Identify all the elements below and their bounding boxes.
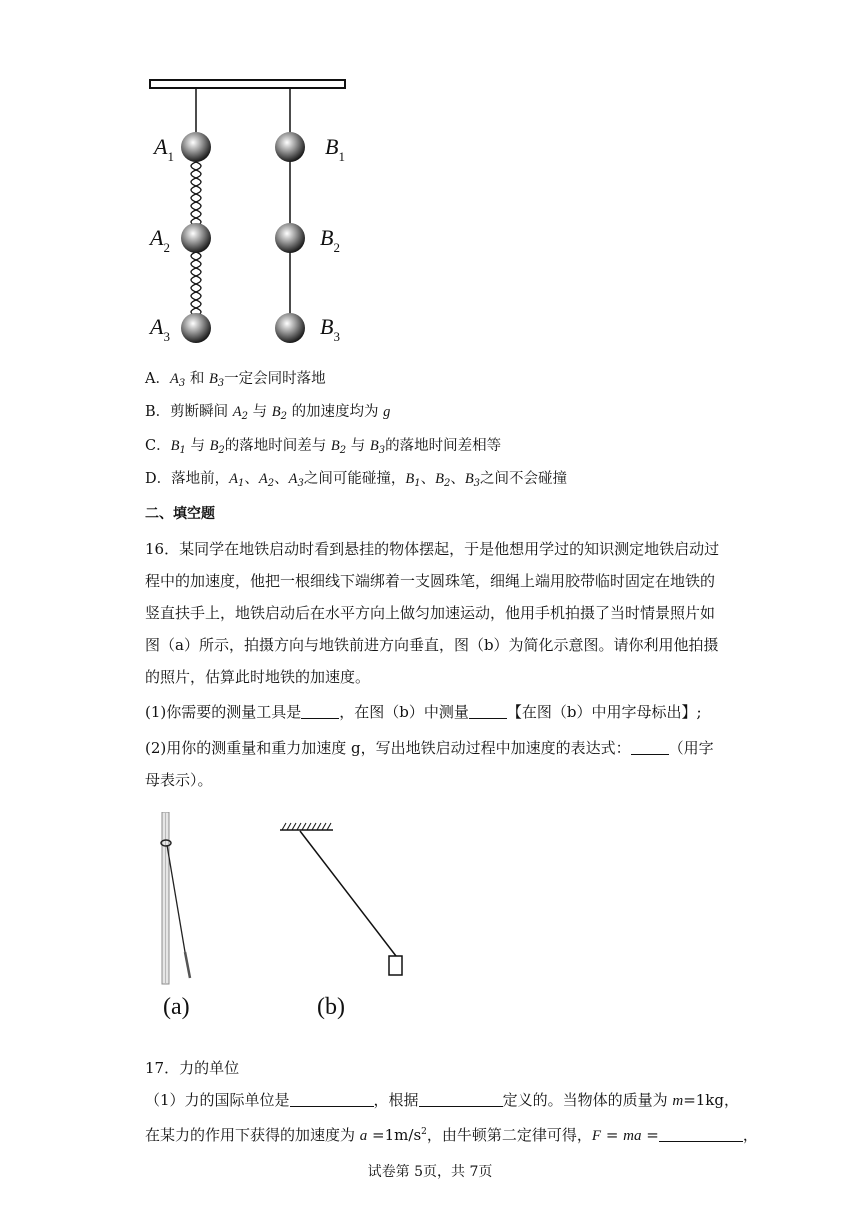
figure-a-caption: (a) xyxy=(163,994,190,1020)
ball-a1 xyxy=(181,132,211,162)
pendulum-weight xyxy=(389,956,402,975)
label-a3: $A_3$ xyxy=(150,314,170,344)
option-b: B．剪断瞬间 $A_2$ 与 $B_2$ 的加速度均为 g xyxy=(145,404,391,422)
blank-measure[interactable] xyxy=(469,704,507,719)
q16-line-4: 图（a）所示，拍摄方向与地铁前进方向垂直，图（b）为简化示意图。请你利用他拍摄 xyxy=(145,636,719,654)
blank-law[interactable] xyxy=(419,1092,503,1107)
label-b2: $B_2$ xyxy=(320,225,340,255)
option-c: C．$B_1$ 与 $B_2$的落地时间差与 $B_2$ 与 $B_3$的落地时间差相等 xyxy=(145,438,502,456)
label-a2: $A_2$ xyxy=(150,225,170,255)
blank-force[interactable] xyxy=(659,1127,743,1142)
q16-line-3: 竖直扶手上，地铁启动后在水平方向上做匀加速运动，他用手机拍摄了当时情景照片如 xyxy=(145,604,716,622)
ball-a3 xyxy=(181,313,211,343)
section-title: 二、填空题 xyxy=(145,506,215,522)
q17-title: 17．力的单位 xyxy=(145,1059,240,1077)
blank-tool[interactable] xyxy=(301,704,339,719)
figure-b-caption: (b) xyxy=(317,994,345,1020)
spring-string-figure xyxy=(140,70,360,350)
pendulum-figure-b xyxy=(275,820,415,985)
q16-part-2: (2)用你的测重量和重力加速度 g，写出地铁启动过程中加速度的表达式： （用字 xyxy=(145,739,714,757)
photo-figure-a xyxy=(150,812,210,987)
ball-b3 xyxy=(275,313,305,343)
option-d: D．落地前，$A_1$、$A_2$、$A_3$之间可能碰撞，$B_1$、$B_2$、$B_3$之间不会碰撞 xyxy=(145,471,568,489)
blank-expression[interactable] xyxy=(631,740,669,755)
q17-line-1: （1）力的国际单位是 ，根据 定义的。当物体的质量为 m=1kg， xyxy=(145,1091,739,1109)
ball-b2 xyxy=(275,223,305,253)
page-footer: 试卷第 5页，共 7页 xyxy=(367,1164,493,1180)
q16-line-1: 16．某同学在地铁启动时看到悬挂的物体摆起，于是他想用学过的知识测定地铁启动过 xyxy=(145,540,720,558)
blank-unit[interactable] xyxy=(290,1092,374,1107)
q17-line-2: 在某力的作用下获得的加速度为 $a =1m/s^2$，由牛顿第二定律可得，F = ma = ， xyxy=(145,1126,758,1144)
pen-icon xyxy=(185,952,190,978)
label-a1: $A_1$ xyxy=(154,134,174,164)
label-b1: $B_1$ xyxy=(325,134,345,164)
q16-line-5: 的照片，估算此时地铁的加速度。 xyxy=(145,668,371,686)
q16-line-2: 程中的加速度，他把一根细线下端绑着一支圆珠笔，细绳上端用胶带临时固定在地铁的 xyxy=(145,572,716,590)
q16-part-2-cont: 母表示）。 xyxy=(145,771,213,789)
ball-b1 xyxy=(275,132,305,162)
label-b3: $B_3$ xyxy=(320,314,340,344)
option-a: A．$A_3$ 和 $B_3$一定会同时落地 xyxy=(145,371,326,389)
q16-part-1: (1)你需要的测量工具是 ，在图（b）中测量 【在图（b）中用字母标出】; xyxy=(145,703,702,721)
ceiling-bar xyxy=(150,80,345,88)
ball-a2 xyxy=(181,223,211,253)
